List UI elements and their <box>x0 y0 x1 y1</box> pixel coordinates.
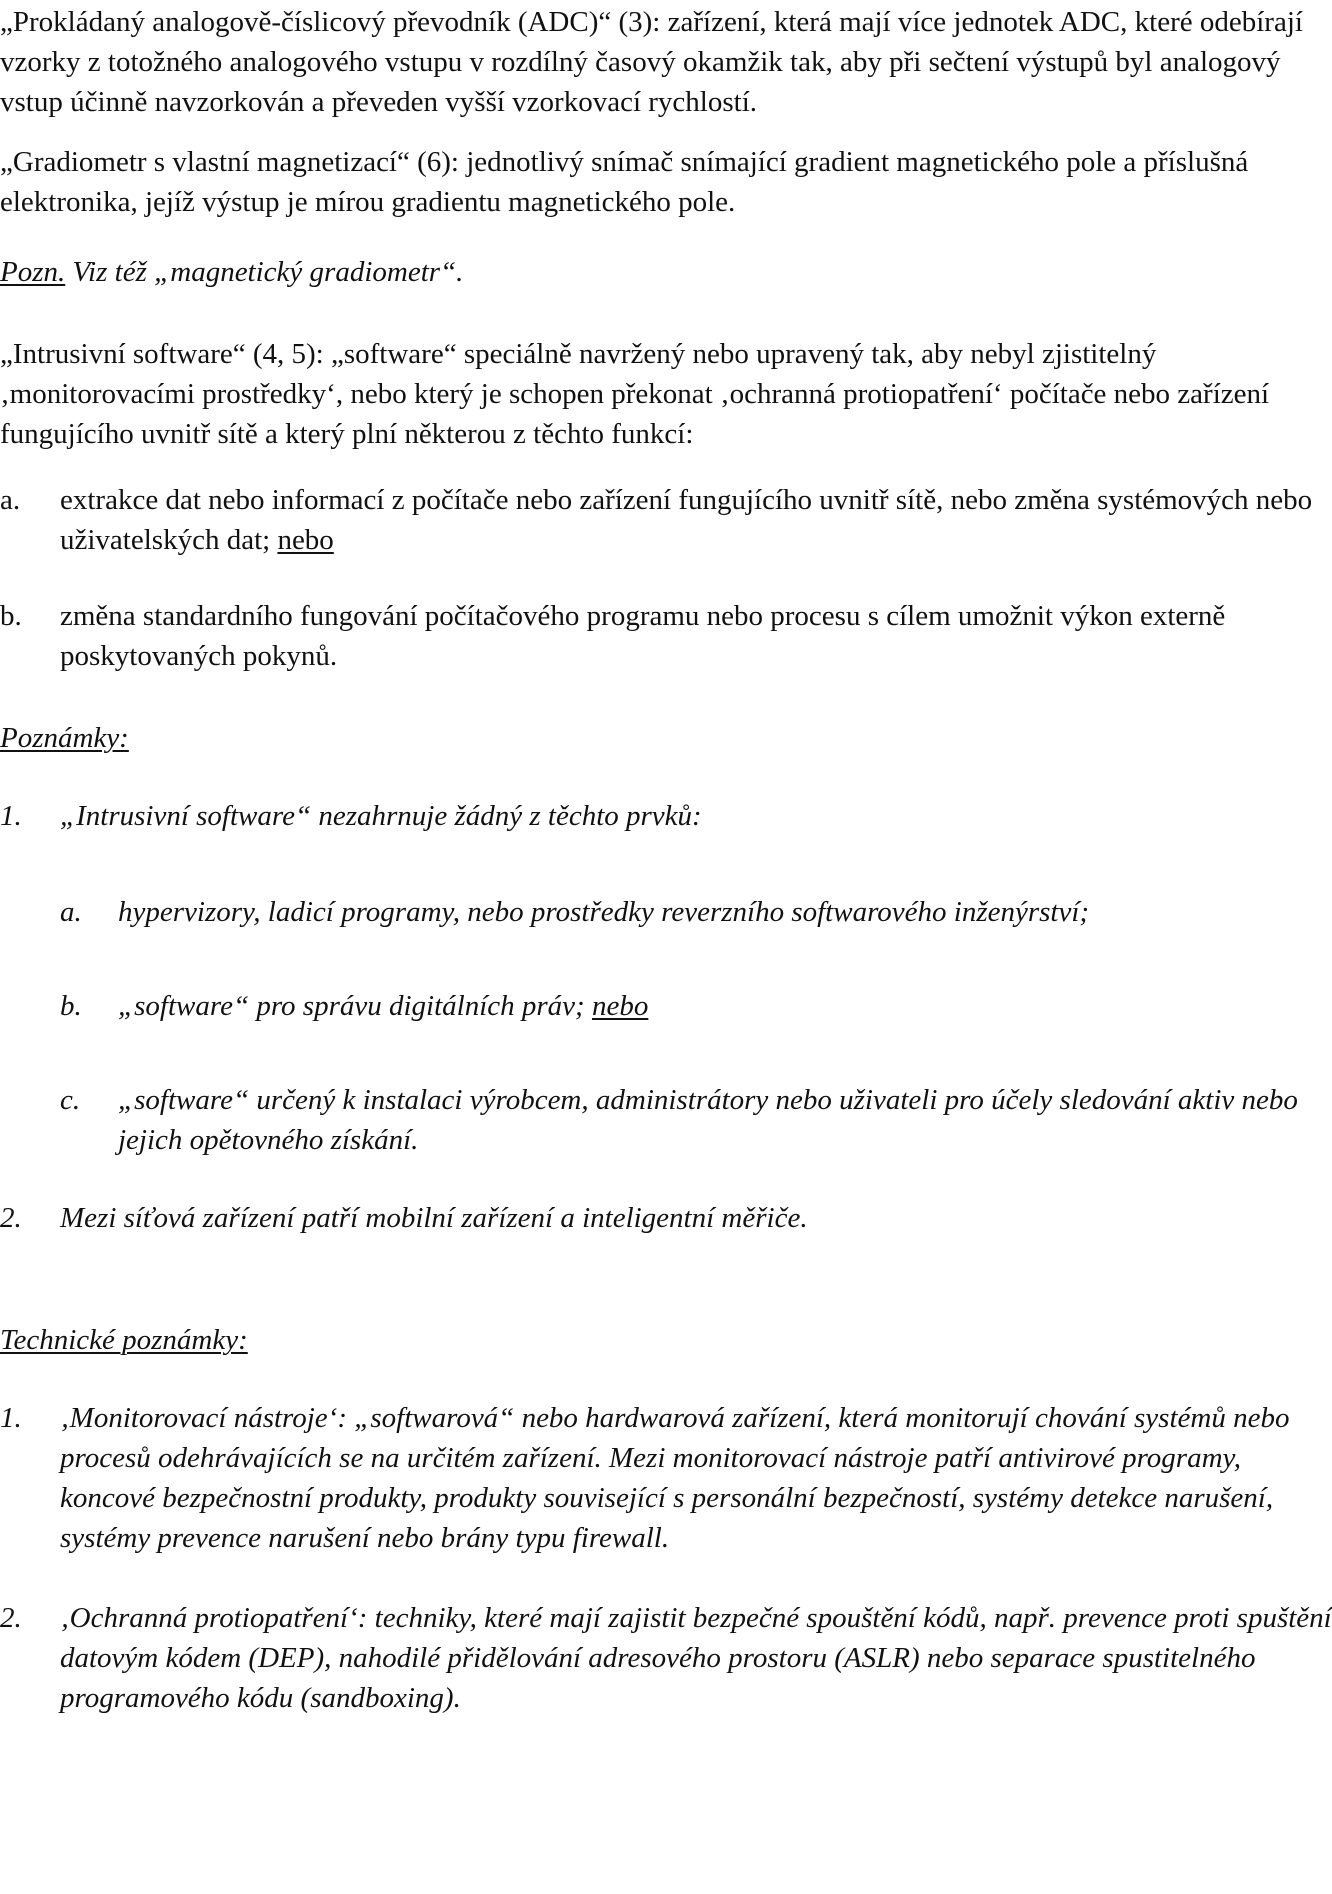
definition-gradiometer: „Gradiometr s vlastní magnetizací“ (6): jednotlivý snímač snímající gradient magnetického pole a příslušná elektronika, jejíž výstup je mírou gradientu magnetického pole. <box>0 146 1249 218</box>
item-text: změna standardního fungování počítačového programu nebo procesu s cílem umožnit výkon externě poskytovaných pokynů. <box>60 600 1226 672</box>
item-marker: 2. <box>0 1602 22 1634</box>
subitem-marker: b. <box>60 990 82 1022</box>
definition-intrusion: „Intrusivní software“ (4, 5): „software“ speciálně navržený nebo upravený tak, aby nebyl zjistitelný ‚monitorovacími prostředky‘, nebo který je schopen překonat ‚ochranná protiopatření‘ počítače nebo zařízení fungujícího uvnitř sítě a který plní některou z těchto funkcí: <box>0 338 1270 450</box>
item-marker: 1. <box>0 1402 22 1434</box>
subitem-marker: c. <box>60 1084 81 1116</box>
item-marker: 1. <box>0 800 22 832</box>
item-text: „Intrusivní software“ nezahrnuje žádný z těchto prvků: <box>60 800 702 832</box>
technical-notes-heading <box>0 1320 1332 1360</box>
item-marker: b. <box>0 600 22 632</box>
item-marker: 2. <box>0 1202 22 1234</box>
notes-heading-text: Poznámky: <box>0 722 129 754</box>
note-label: Pozn. <box>0 256 66 288</box>
gradiometer-note <box>0 252 1332 292</box>
item-text <box>60 480 1332 560</box>
item-text: Mezi síťová zařízení patří mobilní zařízení a inteligentní měřiče. <box>60 1202 808 1234</box>
subitem-marker: a. <box>60 896 82 928</box>
note-text: Viz též „magnetický gradiometr“. <box>65 256 464 288</box>
item-connector: nebo <box>277 524 334 556</box>
subitem-text: hypervizory, ladicí programy, nebo prostředky reverzního softwarového inženýrství; <box>118 896 1090 928</box>
subitem-connector: nebo <box>591 990 649 1022</box>
subitem-text <box>118 986 1332 1026</box>
item-text: ‚Ochranná protiopatření‘: techniky, které mají zajistit bezpečné spouštění kódů, např. prevence proti spuštění datovým kódem (DEP), nahodilé přidělování adresového prostoru (ASLR) nebo separace spustitelného programového kódu (sandboxing). <box>60 1602 1332 1714</box>
definition-adc: „Prokládaný analogově-číslicový převodník (ADC)“ (3): zařízení, která mají více jednotek ADC, které odebírají vzorky z totožného analogového vstupu v rozdílný časový okamžik tak, aby při sečtení výstupů byl analogový vstup účinně navzorkován a převeden vyšší vzorkovací rychlostí. <box>0 6 1303 118</box>
subitem-text-body: „software“ pro správu digitálních práv; <box>118 990 592 1022</box>
item-marker: a. <box>0 484 21 516</box>
subitem-text: „software“ určený k instalaci výrobcem, administrátory nebo uživateli pro účely sledování aktiv nebo jejich opětovného získání. <box>118 1084 1298 1156</box>
item-text-body: extrakce dat nebo informací z počítače nebo zařízení fungujícího uvnitř sítě, nebo změna systémových nebo uživatelských dat; <box>60 484 1313 556</box>
item-text: ‚Monitorovací nástroje‘: „softwarová“ nebo hardwarová zařízení, která monitorují chování systémů nebo procesů odehrávajících se na určitém zařízení. Mezi monitorovací nástroje patří antivirové programy, koncové bezpečnostní produkty, produkty související s personální bezpečností, systémy detekce narušení, systémy prevence narušení nebo brány typu firewall. <box>60 1402 1290 1554</box>
technical-notes-heading-text: Technické poznámky: <box>0 1324 248 1356</box>
notes-heading <box>0 718 1332 758</box>
